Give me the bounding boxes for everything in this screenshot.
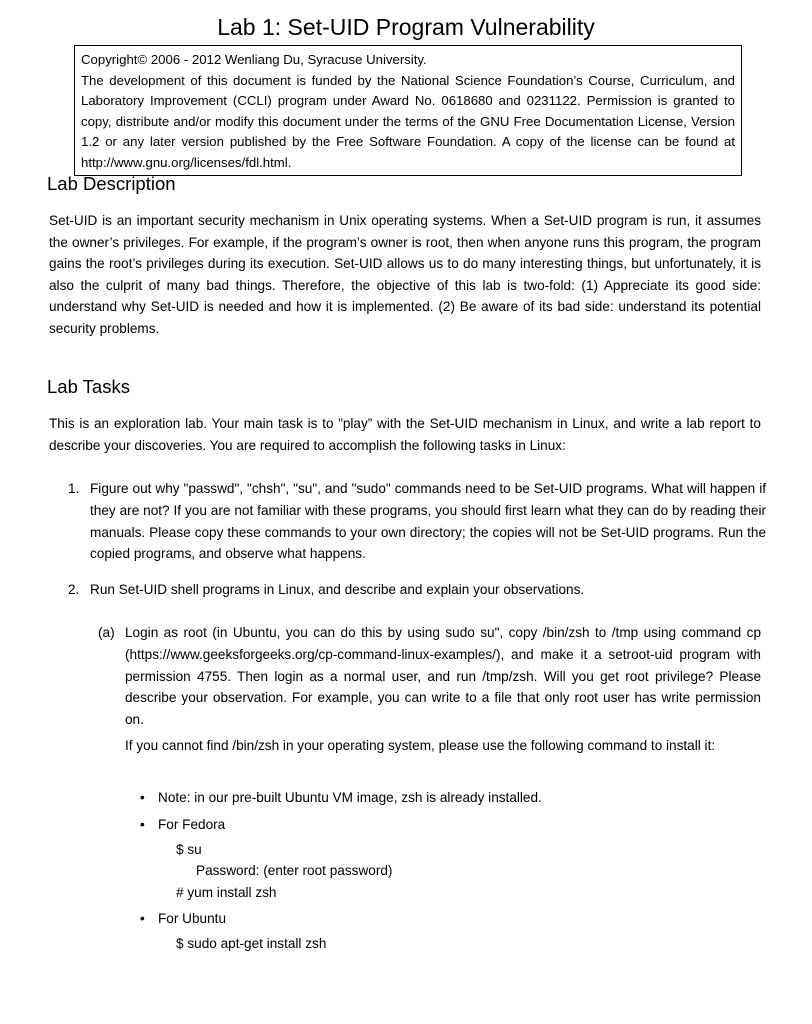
ubuntu-command-apt: $ sudo apt-get install zsh bbox=[176, 936, 327, 951]
fedora-command-su: $ su bbox=[176, 842, 202, 857]
copyright-text: The development of this document is funded by the National Science Foundation’s Course, Curriculum, and Laboratory Improvement (CCLI) program under Award No. 0618680 and 0231122. Permission is granted to copy, distribute and/or modify this document under the terms of the GNU Free Documentation License, Version 1.2 or any later version published by the Free Software Foundation. A copy of the license can be found at http://www.gnu.org/licenses/fdl.html. bbox=[81, 72, 735, 170]
bullet-dot-icon: • bbox=[140, 911, 145, 926]
subtask-a-text: Login as root (in Ubuntu, you can do this by using sudo su", copy /bin/zsh to /tmp using command cp (https://www.geeksforgeeks.org/cp-command-linux-examples/), and make it a setroot-uid program with permission 4755. Then login as a normal user, and run /tmp/zsh. Will you get root privilege? Please describe your observation. For example, you can write to a file that only root user has write permission on. bbox=[125, 625, 761, 728]
copyright-box bbox=[74, 45, 742, 176]
bullet-dot-icon: • bbox=[140, 790, 145, 805]
task-2-number: 2. bbox=[68, 582, 80, 597]
fedora-password-prompt: Password: (enter root password) bbox=[196, 863, 393, 878]
lab-tasks-heading: Lab Tasks bbox=[47, 376, 130, 397]
bullet-note bbox=[140, 788, 542, 808]
bullet-dot-icon: • bbox=[140, 817, 145, 832]
bullet-ubuntu-text: For Ubuntu bbox=[158, 911, 227, 926]
lab-tasks-intro: This is an exploration lab. Your main task is to ”play” with the Set-UID mechanism in Linux, and write a lab report to describe your discoveries. You are required to accomplish the following tasks in Linux: bbox=[49, 416, 761, 453]
task-2-text: Run Set-UID shell programs in Linux, and describe and explain your observations. bbox=[90, 582, 585, 597]
bullet-fedora-text: For Fedora bbox=[158, 817, 226, 832]
install-instruction: If you cannot find /bin/zsh in your operating system, please use the following command to install it: bbox=[125, 738, 716, 753]
bullet-ubuntu bbox=[140, 909, 227, 929]
copyright-line: Copyright© 2006 - 2012 Wenliang Du, Syracuse University. bbox=[81, 52, 427, 67]
subtask-a-label: (a) bbox=[98, 625, 115, 640]
lab-description-heading: Lab Description bbox=[47, 173, 176, 194]
task-1-number: 1. bbox=[68, 481, 80, 496]
task-1-text: Figure out why "passwd", "chsh", "su", and "sudo" commands need to be Set-UID programs. What will happen if they are not? If you are not familiar with these programs, you should first learn what they can do by reading their manuals. Please copy these commands to your own directory; the copies will not be Set-UID programs. Run the copied programs, and observe what happens. bbox=[90, 481, 766, 562]
page-title: Lab 1: Set-UID Program Vulnerability bbox=[217, 14, 595, 40]
fedora-command-yum: # yum install zsh bbox=[176, 885, 277, 900]
bullet-note-text: Note: in our pre-built Ubuntu VM image, zsh is already installed. bbox=[158, 790, 542, 805]
lab-description-text: Set-UID is an important security mechanism in Unix operating systems. When a Set-UID program is run, it assumes the owner’s privileges. For example, if the program’s owner is root, then when anyone runs this program, the program gains the root’s privileges during its execution. Set-UID allows us to do many interesting things, but unfortunately, it is also the culprit of many bad things. Therefore, the objective of this lab is two-fold: (1) Appreciate its good side: understand why Set-UID is needed and how it is implemented. (2) Be aware of its bad side: understand its potential security problems. bbox=[49, 213, 761, 336]
bullet-fedora bbox=[140, 815, 226, 835]
